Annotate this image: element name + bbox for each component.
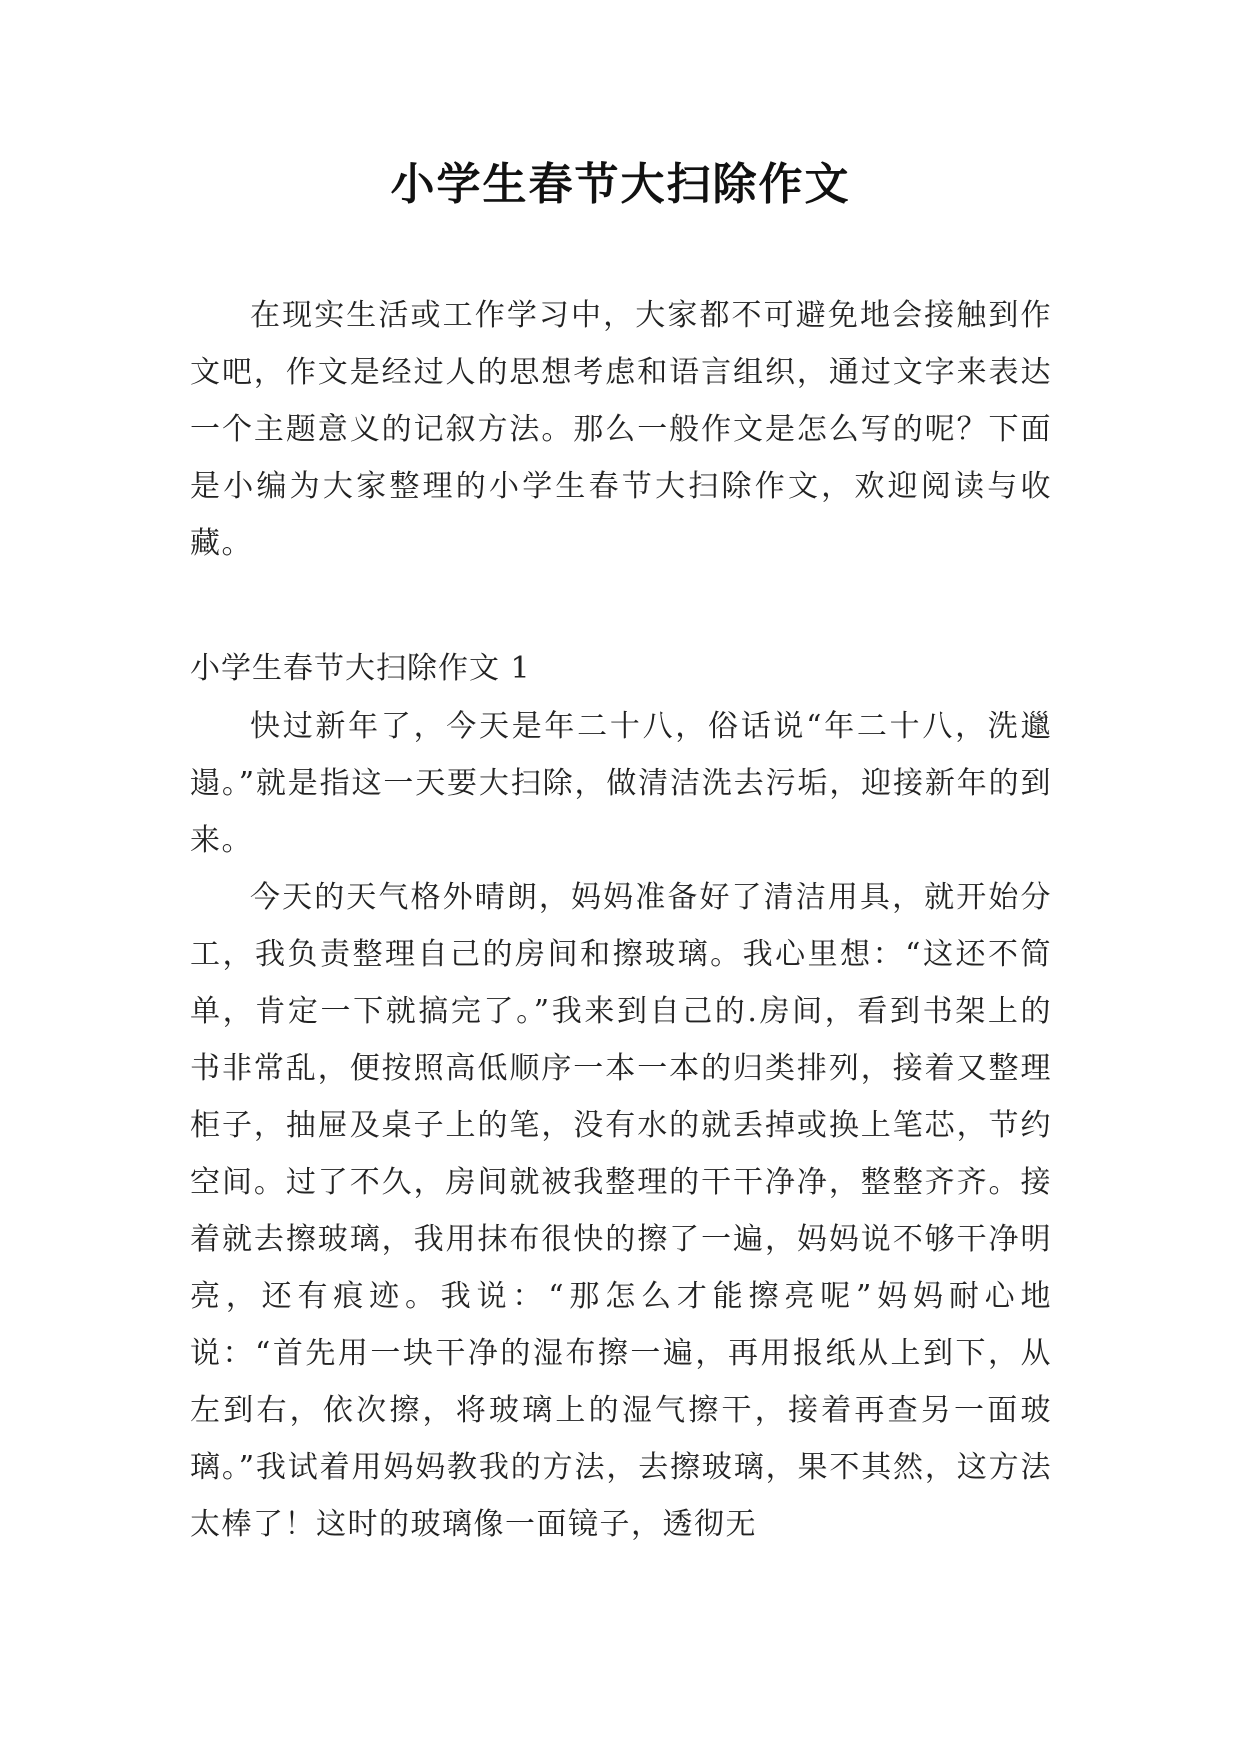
essay-paragraph-2: 今天的天气格外晴朗，妈妈准备好了清洁用具，就开始分工，我负责整理自己的房间和擦玻璃。我心里想：“这还不简单，肯定一下就搞完了。”我来到自己的.房间，看到书架上的书非常乱，便按照高低顺序一本一本的归类排列，接着又整理柜子，抽屉及桌子上的笔，没有水的就丢掉或换上笔芯，节约空间。过了不久，房间就被我整理的干干净净，整整齐齐。接着就去擦玻璃，我用抹布很快的擦了一遍，妈妈说不够干净明亮，还有痕迹。我说：“那怎么才能擦亮呢”妈妈耐心地说：“首先用一块干净的湿布擦一遍，再用报纸从上到下，从左到右，依次擦，将玻璃上的湿气擦干，接着再查另一面玻璃。”我试着用妈妈教我的方法，去擦玻璃，果不其然，这方法太棒了！这时的玻璃像一面镜子，透彻无 xyxy=(190,880,1052,1542)
intro-paragraph: 在现实生活或工作学习中，大家都不可避免地会接触到作文吧，作文是经过人的思想考虑和语言组织，通过文字来表达一个主题意义的记叙方法。那么一般作文是怎么写的呢？下面是小编为大家整理的小学生春节大扫除作文，欢迎阅读与收藏。 xyxy=(190,298,1052,561)
essay-paragraph-1: 快过新年了，今天是年二十八，俗话说“年二十八，洗邋遢。”就是指这一天要大扫除，做清洁洗去污垢，迎接新年的到来。 xyxy=(190,709,1052,858)
intro-paragraph-block xyxy=(190,287,1052,572)
essay-body xyxy=(190,698,1052,1553)
document-title: 小学生春节大扫除作文 xyxy=(390,159,851,210)
section-heading: 小学生春节大扫除作文 1 xyxy=(190,651,531,686)
